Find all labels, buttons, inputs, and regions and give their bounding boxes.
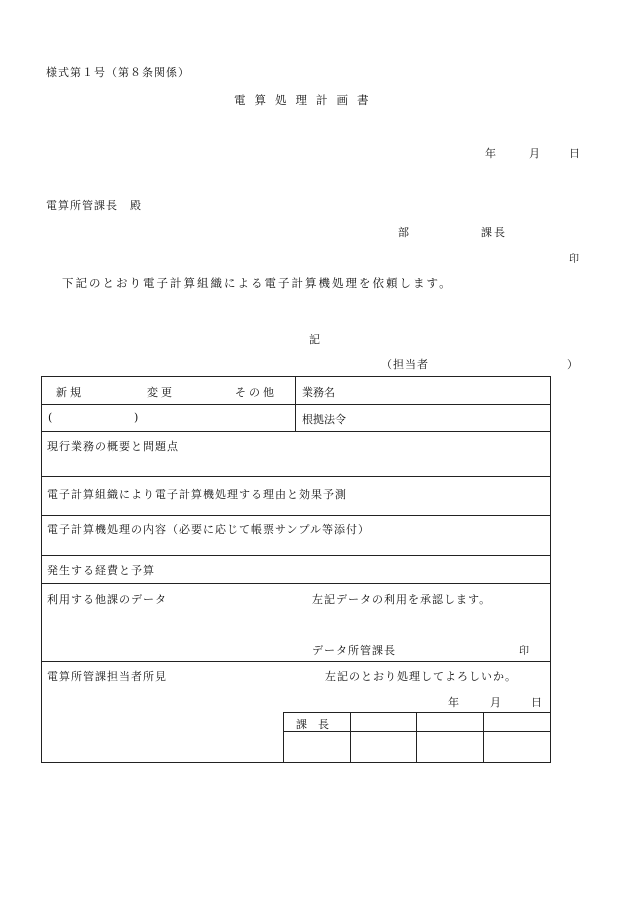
form-number: 様式第１号（第８条関係） [46, 66, 190, 79]
contact-person-label: （担当者 [381, 358, 429, 371]
sender-section-chief: 課長 [481, 226, 507, 239]
business-name-label: 業務名 [302, 386, 335, 399]
data-chief-label: データ所管課長 [312, 644, 396, 657]
legal-basis-label: 根拠法令 [302, 413, 346, 426]
processing-content-label: 電子計算機処理の内容（必要に応じて帳票サンプル等添付） [47, 523, 371, 536]
opinion-year: 年 [448, 696, 459, 709]
paren-open: ( [48, 411, 53, 424]
type-change-label: 変更 [147, 386, 175, 399]
approval-text: 左記データの利用を承認します。 [312, 593, 492, 606]
sender-department: 部 [398, 226, 409, 239]
other-dept-data-label: 利用する他課のデータ [47, 593, 167, 606]
addressee: 電算所管課長 殿 [46, 199, 142, 212]
section-chief-label: 課 長 [296, 718, 329, 731]
type-other-label: その他 [235, 386, 277, 399]
date-day: 日 [569, 147, 580, 160]
type-new-label: 新規 [56, 386, 84, 399]
data-seal: 印 [519, 646, 529, 657]
sender-seal: 印 [569, 254, 579, 265]
opinion-month: 月 [490, 696, 501, 709]
ki-label: 記 [309, 333, 320, 346]
current-overview-label: 現行業務の概要と問題点 [47, 440, 179, 453]
date-year: 年 [485, 147, 496, 160]
costs-budget-label: 発生する経費と予算 [47, 564, 155, 577]
request-text: 下記のとおり電子計算組織による電子計算機処理を依頼します。 [62, 276, 453, 290]
ok-text: 左記のとおり処理してよろしいか。 [325, 670, 517, 683]
reason-effect-label: 電子計算組織により電子計算機処理する理由と効果予測 [47, 488, 347, 501]
opinion-day: 日 [531, 696, 542, 709]
page-title: 電算処理計画書 [234, 93, 378, 107]
date-month: 月 [529, 147, 540, 160]
contact-person-close: ） [567, 358, 578, 371]
opinion-label: 電算所管課担当者所見 [47, 670, 167, 683]
paren-close: ) [134, 411, 139, 424]
